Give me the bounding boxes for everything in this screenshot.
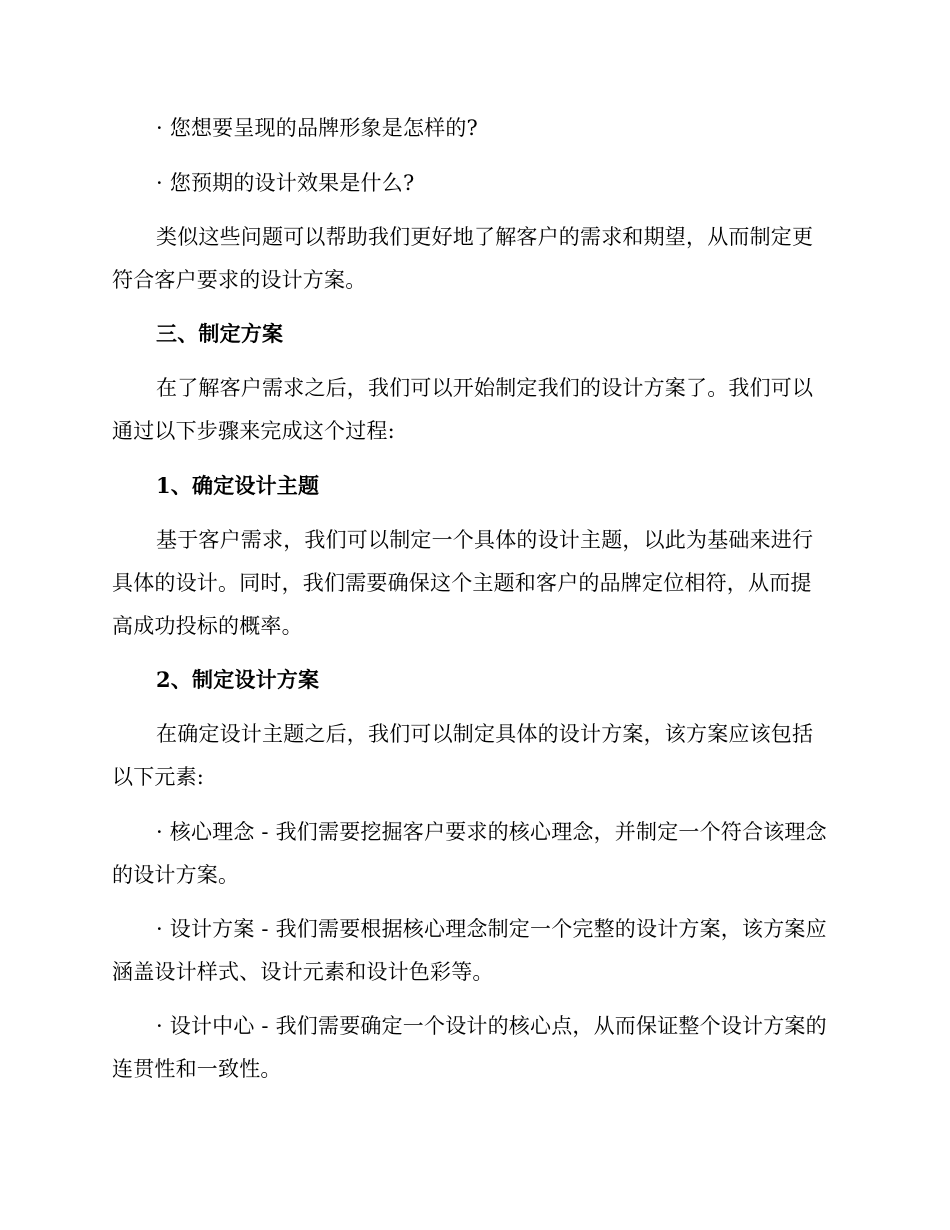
paragraph-step2-line-2: 以下元素:: [112, 765, 205, 789]
bullet-design-center-line-2: 连贯性和一致性。: [112, 1057, 282, 1081]
paragraph-step1-line-3: 高成功投标的概率。: [112, 614, 303, 638]
bullet-design-plan-line-1: · 设计方案 - 我们需要根据核心理念制定一个完整的设计方案，该方案应: [156, 917, 827, 941]
paragraph-intro-line-2: 通过以下步骤来完成这个过程:: [112, 419, 395, 443]
bullet-design-plan-line-2: 涵盖设计样式、设计元素和设计色彩等。: [112, 960, 494, 984]
paragraph-step2-line-1: 在确定设计主题之后，我们可以制定具体的设计方案，该方案应该包括: [156, 722, 814, 746]
bullet-design-effect: · 您预期的设计效果是什么?: [156, 171, 415, 195]
paragraph-questions-line-1: 类似这些问题可以帮助我们更好地了解客户的需求和期望，从而制定更: [156, 225, 814, 249]
bullet-core-concept-line-1: · 核心理念 - 我们需要挖掘客户要求的核心理念，并制定一个符合该理念: [156, 820, 827, 844]
bullet-brand-image: · 您想要呈现的品牌形象是怎样的?: [156, 116, 479, 140]
paragraph-intro-line-1: 在了解客户需求之后，我们可以开始制定我们的设计方案了。我们可以: [156, 376, 814, 400]
step-heading-2: 2、制定设计方案: [156, 667, 320, 692]
bullet-core-concept-line-2: 的设计方案。: [112, 863, 240, 887]
step-heading-1: 1、确定设计主题: [156, 473, 320, 498]
paragraph-step1-line-1: 基于客户需求，我们可以制定一个具体的设计主题，以此为基础来进行: [156, 528, 814, 552]
paragraph-questions-line-2: 符合客户要求的设计方案。: [112, 268, 367, 292]
paragraph-step1-line-2: 具体的设计。同时，我们需要确保这个主题和客户的品牌定位相符，从而提: [112, 571, 812, 595]
bullet-design-center-line-1: · 设计中心 - 我们需要确定一个设计的核心点，从而保证整个设计方案的: [156, 1014, 827, 1038]
section-heading-3: 三、制定方案: [156, 321, 284, 346]
